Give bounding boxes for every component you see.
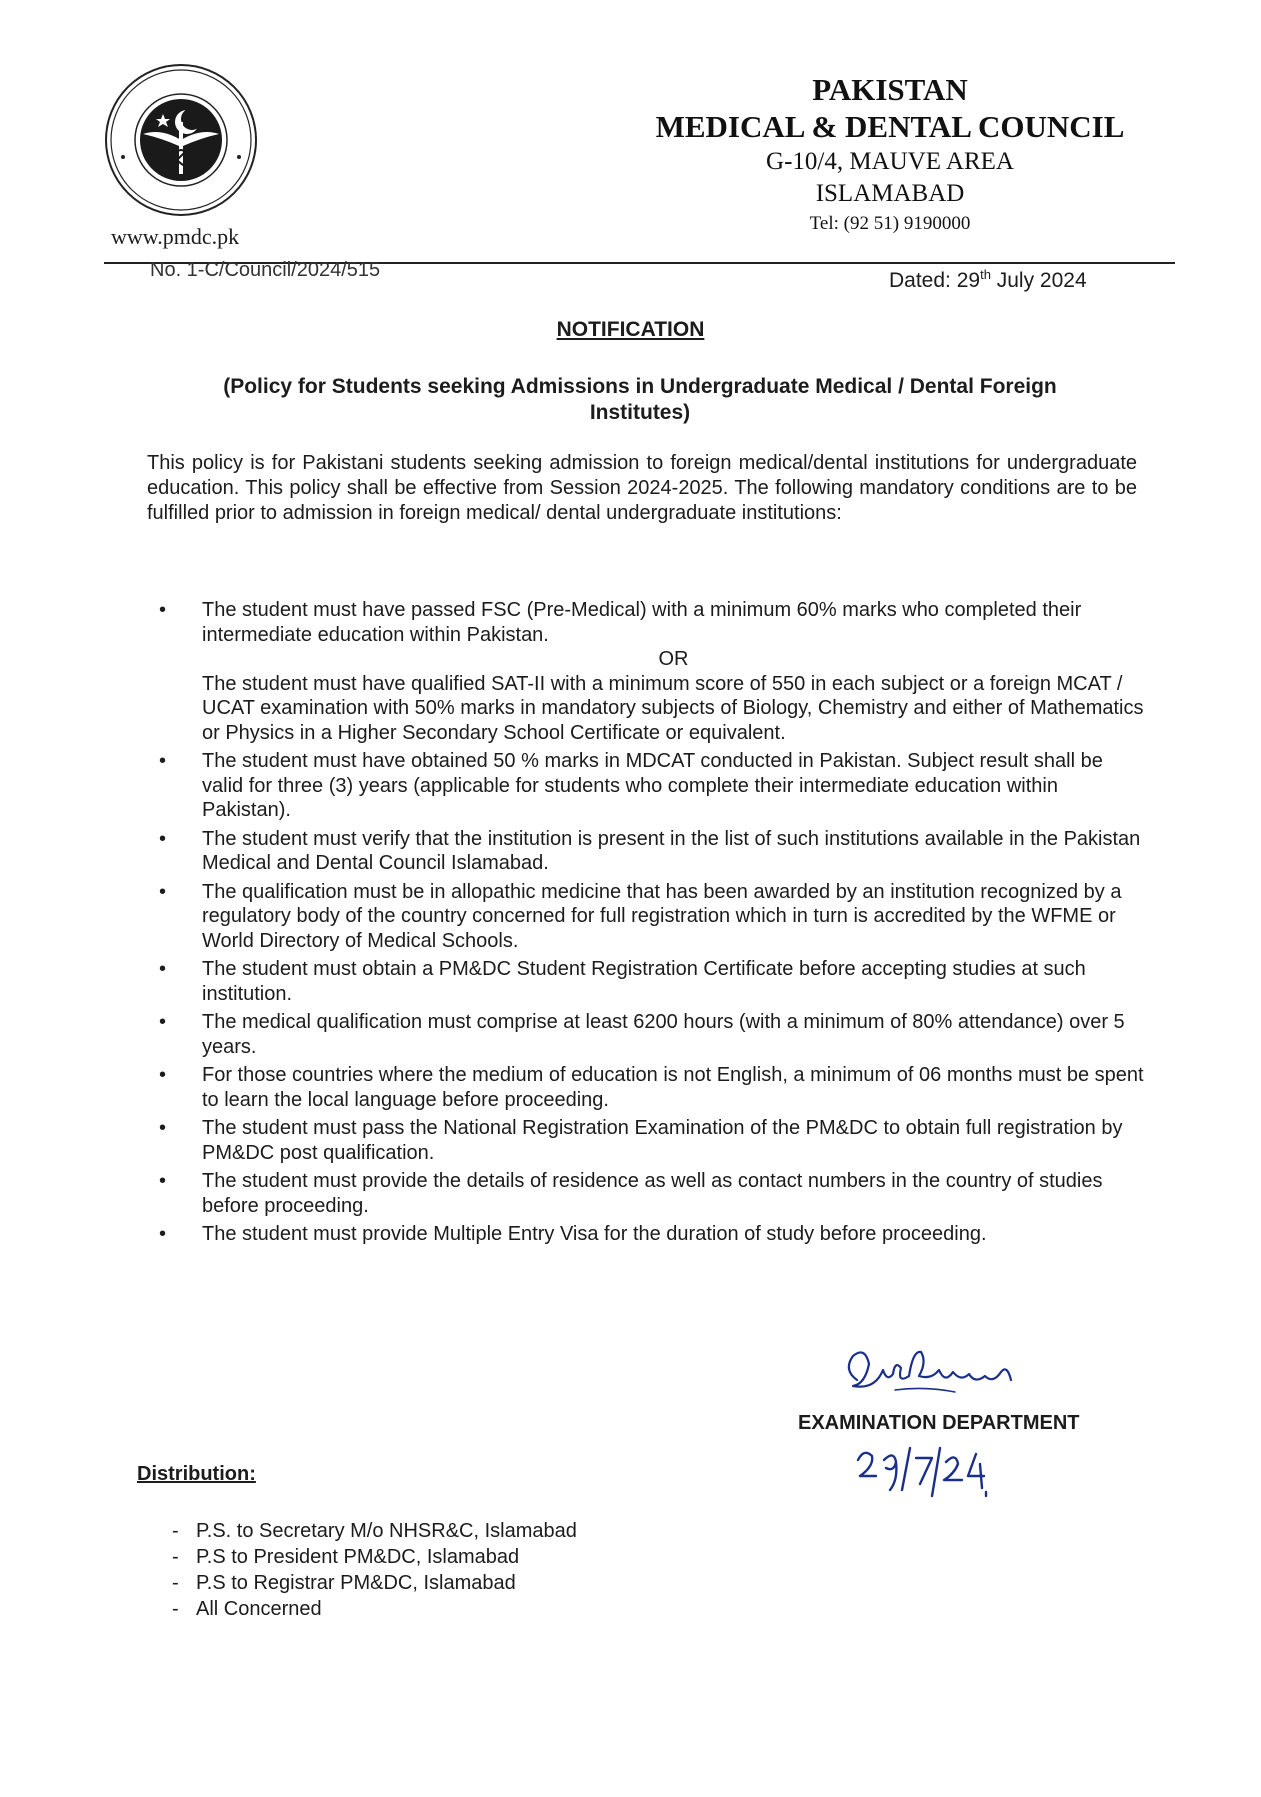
condition-text: The medical qualification must comprise at least 6200 hours (with a minimum of 80% attendance) over 5 years. xyxy=(202,1011,1125,1058)
address-line2: ISLAMABAD xyxy=(815,180,965,207)
org-name-line2: MEDICAL & DENTAL COUNCIL xyxy=(655,109,1125,144)
bullet-icon: • xyxy=(159,599,167,621)
list-item xyxy=(150,598,1145,745)
address-line1: G-10/4, MAUVE AREA xyxy=(766,148,1014,175)
conditions-list xyxy=(150,598,1145,1251)
bullet-icon: • xyxy=(159,750,167,772)
distribution-recipient: P.S to Registrar PM&DC, Islamabad xyxy=(196,1572,516,1594)
list-item xyxy=(150,1222,1145,1247)
condition-text: The student must have obtained 50 % marks in MDCAT conducted in Pakistan. Subject result shall be valid for three (3) years (applicable for students who complete their intermediate education within Pakistan). xyxy=(202,750,1103,821)
condition-text: The student must pass the National Registration Examination of the PM&DC to obtain full registration by PM&DC post qualification. xyxy=(202,1117,1123,1164)
distribution-recipient: All Concerned xyxy=(196,1598,322,1620)
bullet-icon: • xyxy=(159,958,167,980)
distribution-recipient: P.S. to Secretary M/o NHSR&C, Islamabad xyxy=(196,1520,577,1542)
date-ordinal: th xyxy=(980,267,991,282)
condition-text: The student must obtain a PM&DC Student Registration Certificate before accepting studies at such institution. xyxy=(202,958,1086,1005)
handwritten-signature xyxy=(835,1340,1035,1406)
reference-number: No. 1-C/Council/2024/515 xyxy=(150,259,381,281)
dash-marker: - xyxy=(172,1546,179,1568)
list-item xyxy=(172,1518,577,1544)
date-prefix: Dated: 29 xyxy=(889,269,981,292)
dash-marker: - xyxy=(172,1572,179,1594)
distribution-heading: Distribution: xyxy=(137,1463,256,1485)
list-item xyxy=(150,1063,1145,1112)
dash-marker: - xyxy=(172,1598,179,1620)
distribution-recipient: P.S to President PM&DC, Islamabad xyxy=(196,1546,520,1568)
date-suffix: July 2024 xyxy=(990,269,1087,292)
condition-text: For those countries where the medium of education is not English, a minimum of 06 months must be spent to learn the local language before proceeding. xyxy=(202,1064,1144,1111)
list-item xyxy=(150,749,1145,823)
website-url: www.pmdc.pk xyxy=(111,224,240,249)
bullet-icon: • xyxy=(159,1117,167,1139)
list-item xyxy=(150,1010,1145,1059)
or-separator: OR xyxy=(658,648,689,670)
bullet-icon: • xyxy=(159,880,167,903)
condition-text: The qualification must be in allopathic medicine that has been awarded by an institution recognized by a regulatory body of the country concerned for full registration which in turn is accredited by the WFME or World Directory of Medical Schools. xyxy=(202,880,1122,952)
organization-letterhead xyxy=(600,72,1180,238)
bullet-icon: • xyxy=(159,1064,167,1086)
list-item xyxy=(150,1169,1145,1218)
list-item xyxy=(150,880,1145,954)
document-date xyxy=(889,267,1087,293)
intro-paragraph: This policy is for Pakistani students seeking admission to foreign medical/dental institutions for undergraduate education. This policy shall be effective from Session 2024-2025. The following mandatory conditions are to be fulfilled prior to admission in foreign medical/ dental undergraduate institutions: xyxy=(147,452,1137,524)
pmdc-seal-logo xyxy=(103,62,259,218)
list-item xyxy=(172,1596,577,1622)
telephone: Tel: (92 51) 9190000 xyxy=(809,213,971,234)
condition-text: The student must provide Multiple Entry Visa for the duration of study before proceeding. xyxy=(202,1223,987,1245)
bullet-icon: • xyxy=(159,827,167,850)
org-name-line1: PAKISTAN xyxy=(812,72,968,107)
bullet-icon: • xyxy=(159,1223,167,1245)
list-item xyxy=(150,1116,1145,1165)
condition-text: The student must have passed FSC (Pre-Medical) with a minimum 60% marks who completed their intermediate education within Pakistan. xyxy=(202,599,1082,646)
bullet-icon: • xyxy=(159,1170,167,1192)
list-item xyxy=(150,957,1145,1006)
list-item xyxy=(172,1544,577,1570)
condition-text-alt: The student must have qualified SAT-II with a minimum score of 550 in each subject or a foreign MCAT / UCAT examination with 50% marks in mandatory subjects of Biology, Chemistry and either of Mathematics or Physics in a Higher Secondary School Certificate or equivalent. xyxy=(202,672,1144,744)
dash-marker: - xyxy=(172,1520,179,1542)
condition-text: The student must provide the details of residence as well as contact numbers in the country of studies before proceeding. xyxy=(202,1170,1103,1217)
handwritten-date xyxy=(850,1440,1030,1500)
policy-title: (Policy for Students seeking Admissions in Undergraduate Medical / Dental Foreign Institutes) xyxy=(223,375,1057,424)
condition-text: The student must verify that the institution is present in the list of such institutions available in the Pakistan Medical and Dental Council Islamabad. xyxy=(202,827,1141,874)
list-item xyxy=(150,827,1145,876)
signatory-department: EXAMINATION DEPARTMENT xyxy=(798,1412,1080,1434)
notification-heading: NOTIFICATION xyxy=(556,318,705,341)
bullet-icon: • xyxy=(159,1011,167,1033)
distribution-list xyxy=(172,1518,577,1622)
list-item xyxy=(172,1570,577,1596)
